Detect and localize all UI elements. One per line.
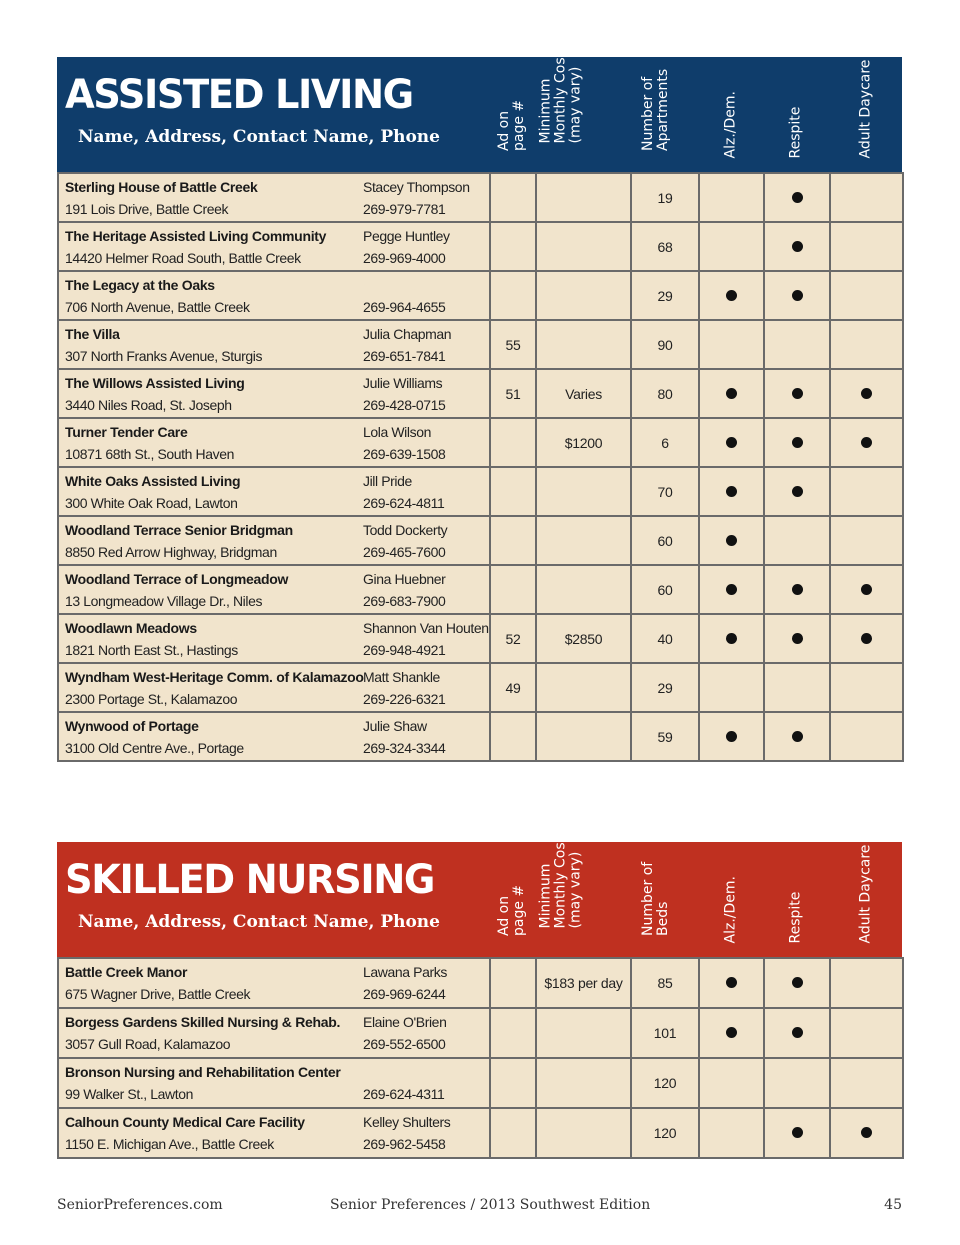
- alz-dem-cell: [699, 958, 764, 1008]
- contact-cell: [363, 663, 490, 712]
- footer-website: SeniorPreferences.com: [57, 1197, 223, 1213]
- table-row: [58, 1108, 903, 1158]
- min-cost-cell: [536, 516, 631, 565]
- adult-daycare-cell: [830, 320, 903, 369]
- adult-daycare-cell: [830, 369, 903, 418]
- contact-phone: 269-428-0715: [363, 396, 446, 413]
- facility-name: The Villa: [65, 325, 120, 342]
- checkmark-dot-icon: [861, 584, 872, 595]
- ad-page-cell: [490, 958, 536, 1008]
- checkmark-dot-icon: [792, 241, 803, 252]
- table-row: [58, 516, 903, 565]
- contact-phone: 269-226-6321: [363, 690, 446, 707]
- alz-dem-cell: [699, 173, 764, 222]
- min-cost-cell: [536, 712, 631, 761]
- contact-name: Pegge Huntley: [363, 227, 450, 244]
- section-subtitle: Name, Address, Contact Name, Phone: [78, 912, 440, 932]
- respite-cell: [764, 418, 830, 467]
- facility-address: 3057 Gull Road, Kalamazoo: [65, 1036, 231, 1052]
- min-cost-cell: [536, 222, 631, 271]
- table-row: [58, 712, 903, 761]
- facility-cell: [58, 565, 363, 614]
- checkmark-dot-icon: [726, 290, 737, 301]
- table-row: [58, 1058, 903, 1108]
- count-cell: 120: [631, 1108, 699, 1158]
- contact-phone: 269-964-4655: [363, 298, 446, 315]
- checkmark-dot-icon: [726, 633, 737, 644]
- checkmark-dot-icon: [726, 584, 737, 595]
- alz-dem-cell: [699, 271, 764, 320]
- facility-cell: [58, 1058, 363, 1108]
- alz-dem-cell: [699, 614, 764, 663]
- assisted-living-section: [57, 51, 902, 762]
- contact-cell: [363, 271, 490, 320]
- contact-name: Lola Wilson: [363, 423, 431, 440]
- column-header-beds: Number of Beds: [640, 861, 671, 936]
- contact-phone: 269-683-7900: [363, 592, 446, 609]
- alz-dem-cell: [699, 222, 764, 271]
- adult-daycare-cell: [830, 271, 903, 320]
- respite-cell: [764, 173, 830, 222]
- alz-dem-cell: [699, 1008, 764, 1058]
- column-header-respite: Respite: [787, 891, 804, 944]
- column-header-adult-daycare: Adult Daycare: [857, 844, 873, 944]
- respite-cell: [764, 712, 830, 761]
- checkmark-dot-icon: [861, 633, 872, 644]
- checkmark-dot-icon: [792, 633, 803, 644]
- contact-name: Julie Shaw: [363, 717, 427, 734]
- table-row: [58, 418, 903, 467]
- section-subtitle: Name, Address, Contact Name, Phone: [78, 127, 440, 147]
- contact-phone: 269-969-4000: [363, 249, 446, 266]
- facility-name: Bronson Nursing and Rehabilitation Center: [65, 1064, 341, 1080]
- facility-name: The Heritage Assisted Living Community: [65, 227, 327, 244]
- column-header-min-cost: Minimum Monthly Cost (may vary): [537, 836, 583, 929]
- contact-cell: [363, 516, 490, 565]
- contact-phone: 269-639-1508: [363, 445, 446, 462]
- contact-name: Jill Pride: [363, 472, 412, 489]
- contact-cell: [363, 1108, 490, 1158]
- checkmark-dot-icon: [861, 437, 872, 448]
- min-cost-cell: $2850: [536, 614, 631, 663]
- count-cell: 101: [631, 1008, 699, 1058]
- alz-dem-cell: [699, 320, 764, 369]
- contact-cell: [363, 1058, 490, 1108]
- alz-dem-cell: [699, 418, 764, 467]
- count-cell: 40: [631, 614, 699, 663]
- checkmark-dot-icon: [792, 584, 803, 595]
- table-row: [58, 320, 903, 369]
- checkmark-dot-icon: [726, 437, 737, 448]
- count-cell: 68: [631, 222, 699, 271]
- ad-page-cell: 49: [490, 663, 536, 712]
- facility-address: 3440 Niles Road, St. Joseph: [65, 396, 232, 413]
- section-title: SKILLED NURSING: [65, 857, 434, 903]
- facility-address: 13 Longmeadow Village Dr., Niles: [65, 592, 263, 609]
- checkmark-dot-icon: [792, 731, 803, 742]
- contact-phone: 269-552-6500: [363, 1036, 446, 1052]
- min-cost-cell: [536, 467, 631, 516]
- checkmark-dot-icon: [726, 388, 737, 399]
- ad-page-cell: [490, 1008, 536, 1058]
- facility-name: Borgess Gardens Skilled Nursing & Rehab.: [65, 1014, 341, 1030]
- contact-name: Kelley Shulters: [363, 1114, 451, 1130]
- min-cost-cell: [536, 271, 631, 320]
- footer-publication: Senior Preferences / 2013 Southwest Edition: [330, 1197, 651, 1213]
- count-cell: 59: [631, 712, 699, 761]
- ad-page-cell: [490, 1108, 536, 1158]
- contact-cell: [363, 222, 490, 271]
- count-cell: 6: [631, 418, 699, 467]
- count-cell: 19: [631, 173, 699, 222]
- assisted-living-table-body: [58, 173, 903, 761]
- assisted-living-table: [57, 172, 904, 762]
- facility-name: Wynwood of Portage: [65, 717, 199, 734]
- facility-cell: [58, 614, 363, 663]
- adult-daycare-cell: [830, 1058, 903, 1108]
- checkmark-dot-icon: [792, 486, 803, 497]
- contact-phone: 269-324-3344: [363, 739, 446, 756]
- facility-name: Calhoun County Medical Care Facility: [65, 1114, 305, 1130]
- column-header-alz-dem: Alz./Dem.: [722, 91, 738, 159]
- contact-cell: [363, 958, 490, 1008]
- contact-name: Julie Williams: [363, 374, 443, 391]
- ad-page-cell: [490, 271, 536, 320]
- facility-cell: [58, 222, 363, 271]
- min-cost-cell: [536, 1108, 631, 1158]
- facility-cell: [58, 369, 363, 418]
- adult-daycare-cell: [830, 1008, 903, 1058]
- ad-page-cell: 51: [490, 369, 536, 418]
- facility-cell: [58, 1008, 363, 1058]
- min-cost-cell: [536, 1058, 631, 1108]
- respite-cell: [764, 1108, 830, 1158]
- respite-cell: [764, 271, 830, 320]
- facility-name: The Willows Assisted Living: [65, 374, 245, 391]
- table-row: [58, 663, 903, 712]
- adult-daycare-cell: [830, 467, 903, 516]
- respite-cell: [764, 565, 830, 614]
- ad-page-cell: [490, 516, 536, 565]
- alz-dem-cell: [699, 565, 764, 614]
- facility-address: 706 North Avenue, Battle Creek: [65, 298, 250, 315]
- ad-page-cell: [490, 173, 536, 222]
- checkmark-dot-icon: [792, 192, 803, 203]
- respite-cell: [764, 222, 830, 271]
- contact-name: Shannon Van Houten: [363, 619, 489, 636]
- adult-daycare-cell: [830, 712, 903, 761]
- contact-name: [363, 274, 485, 296]
- checkmark-dot-icon: [792, 1027, 803, 1038]
- ad-page-cell: 52: [490, 614, 536, 663]
- contact-cell: [363, 418, 490, 467]
- min-cost-cell: Varies: [536, 369, 631, 418]
- respite-cell: [764, 1058, 830, 1108]
- adult-daycare-cell: [830, 222, 903, 271]
- count-cell: 85: [631, 958, 699, 1008]
- count-cell: 80: [631, 369, 699, 418]
- facility-name: Sterling House of Battle Creek: [65, 178, 258, 195]
- contact-cell: [363, 173, 490, 222]
- ad-page-cell: [490, 467, 536, 516]
- alz-dem-cell: [699, 1058, 764, 1108]
- contact-phone: 269-624-4811: [363, 494, 445, 511]
- facility-address: 10871 68th St., South Haven: [65, 445, 234, 462]
- alz-dem-cell: [699, 663, 764, 712]
- ad-page-cell: [490, 418, 536, 467]
- facility-address: 3100 Old Centre Ave., Portage: [65, 739, 244, 756]
- contact-name: Elaine O'Brien: [363, 1014, 447, 1030]
- checkmark-dot-icon: [792, 290, 803, 301]
- checkmark-dot-icon: [861, 1127, 872, 1138]
- column-header-alz-dem: Alz./Dem.: [722, 876, 738, 944]
- facility-name: Woodlawn Meadows: [65, 619, 197, 636]
- section-title: ASSISTED LIVING: [65, 72, 413, 118]
- count-cell: 29: [631, 271, 699, 320]
- skilled-nursing-header: [57, 836, 902, 957]
- facility-name: Battle Creek Manor: [65, 964, 188, 980]
- facility-name: Turner Tender Care: [65, 423, 188, 440]
- checkmark-dot-icon: [792, 977, 803, 988]
- count-cell: 29: [631, 663, 699, 712]
- column-header-ad-page: Ad on page #: [496, 99, 527, 151]
- ad-page-cell: [490, 712, 536, 761]
- facility-address: 8850 Red Arrow Highway, Bridgman: [65, 543, 277, 560]
- min-cost-cell: $1200: [536, 418, 631, 467]
- checkmark-dot-icon: [726, 535, 737, 546]
- facility-name: Woodland Terrace Senior Bridgman: [65, 521, 293, 538]
- facility-cell: [58, 271, 363, 320]
- facility-cell: [58, 958, 363, 1008]
- alz-dem-cell: [699, 516, 764, 565]
- facility-name: Woodland Terrace of Longmeadow: [65, 570, 289, 587]
- alz-dem-cell: [699, 369, 764, 418]
- table-row: [58, 565, 903, 614]
- facility-name: Wyndham West-Heritage Comm. of Kalamazoo: [65, 668, 364, 685]
- contact-phone: 269-465-7600: [363, 543, 446, 560]
- facility-cell: [58, 320, 363, 369]
- ad-page-cell: 55: [490, 320, 536, 369]
- adult-daycare-cell: [830, 565, 903, 614]
- table-row: [58, 369, 903, 418]
- count-cell: 90: [631, 320, 699, 369]
- checkmark-dot-icon: [726, 977, 737, 988]
- contact-cell: [363, 467, 490, 516]
- column-header-ad-page: Ad on page #: [496, 884, 527, 936]
- column-header-adult-daycare: Adult Daycare: [857, 59, 873, 159]
- skilled-nursing-table: [57, 957, 904, 1159]
- table-row: [58, 467, 903, 516]
- contact-name: Todd Dockerty: [363, 521, 448, 538]
- alz-dem-cell: [699, 467, 764, 516]
- ad-page-cell: [490, 222, 536, 271]
- facility-cell: [58, 1108, 363, 1158]
- facility-cell: [58, 516, 363, 565]
- min-cost-cell: [536, 565, 631, 614]
- facility-address: 1821 North East St., Hastings: [65, 641, 238, 658]
- facility-cell: [58, 467, 363, 516]
- count-cell: 60: [631, 565, 699, 614]
- contact-cell: [363, 1008, 490, 1058]
- min-cost-cell: [536, 320, 631, 369]
- contact-cell: [363, 320, 490, 369]
- column-header-min-cost: Minimum Monthly Cost (may vary): [537, 51, 583, 144]
- contact-cell: [363, 712, 490, 761]
- checkmark-dot-icon: [792, 388, 803, 399]
- table-row: [58, 173, 903, 222]
- alz-dem-cell: [699, 1108, 764, 1158]
- contact-name: Julia Chapman: [363, 325, 452, 342]
- adult-daycare-cell: [830, 516, 903, 565]
- facility-cell: [58, 173, 363, 222]
- contact-name: Stacey Thompson: [363, 178, 470, 195]
- respite-cell: [764, 467, 830, 516]
- min-cost-cell: [536, 1008, 631, 1058]
- table-row: [58, 1008, 903, 1058]
- checkmark-dot-icon: [726, 731, 737, 742]
- facility-address: 2300 Portage St., Kalamazoo: [65, 690, 238, 707]
- skilled-nursing-section: [57, 836, 902, 1159]
- checkmark-dot-icon: [792, 1127, 803, 1138]
- table-row: [58, 271, 903, 320]
- facility-name: White Oaks Assisted Living: [65, 472, 241, 489]
- ad-page-cell: [490, 565, 536, 614]
- ad-page-cell: [490, 1058, 536, 1108]
- facility-address: 1150 E. Michigan Ave., Battle Creek: [65, 1136, 274, 1152]
- facility-cell: [58, 712, 363, 761]
- min-cost-cell: [536, 663, 631, 712]
- respite-cell: [764, 614, 830, 663]
- table-row: [58, 614, 903, 663]
- column-header-apartments: Number of Apartments: [640, 68, 671, 151]
- facility-address: 300 White Oak Road, Lawton: [65, 494, 238, 511]
- contact-name: [363, 1061, 485, 1083]
- respite-cell: [764, 369, 830, 418]
- contact-cell: [363, 565, 490, 614]
- adult-daycare-cell: [830, 418, 903, 467]
- contact-name: Matt Shankle: [363, 668, 440, 685]
- respite-cell: [764, 1008, 830, 1058]
- alz-dem-cell: [699, 712, 764, 761]
- facility-address: 191 Lois Drive, Battle Creek: [65, 200, 229, 217]
- column-header-respite: Respite: [787, 106, 804, 159]
- table-row: [58, 222, 903, 271]
- respite-cell: [764, 958, 830, 1008]
- contact-phone: 269-948-4921: [363, 641, 446, 658]
- adult-daycare-cell: [830, 1108, 903, 1158]
- checkmark-dot-icon: [792, 437, 803, 448]
- contact-phone: 269-969-6244: [363, 986, 446, 1002]
- respite-cell: [764, 663, 830, 712]
- contact-phone: 269-979-7781: [363, 200, 446, 217]
- contact-phone: 269-651-7841: [363, 347, 446, 364]
- contact-phone: 269-624-4311: [363, 1086, 445, 1102]
- min-cost-cell: $183 per day: [536, 958, 631, 1008]
- facility-cell: [58, 418, 363, 467]
- min-cost-cell: [536, 173, 631, 222]
- adult-daycare-cell: [830, 958, 903, 1008]
- assisted-living-header: [57, 51, 902, 172]
- count-cell: 60: [631, 516, 699, 565]
- checkmark-dot-icon: [726, 486, 737, 497]
- checkmark-dot-icon: [861, 388, 872, 399]
- count-cell: 70: [631, 467, 699, 516]
- checkmark-dot-icon: [726, 1027, 737, 1038]
- contact-cell: [363, 369, 490, 418]
- contact-cell: [363, 614, 490, 663]
- facility-address: 14420 Helmer Road South, Battle Creek: [65, 249, 301, 266]
- adult-daycare-cell: [830, 663, 903, 712]
- facility-address: 675 Wagner Drive, Battle Creek: [65, 986, 251, 1002]
- contact-name: Gina Huebner: [363, 570, 446, 587]
- table-row: [58, 958, 903, 1008]
- count-cell: 120: [631, 1058, 699, 1108]
- facility-address: 307 North Franks Avenue, Sturgis: [65, 347, 263, 364]
- facility-name: The Legacy at the Oaks: [65, 276, 215, 293]
- adult-daycare-cell: [830, 173, 903, 222]
- respite-cell: [764, 320, 830, 369]
- contact-name: Lawana Parks: [363, 964, 447, 980]
- footer-page-number: 45: [884, 1197, 902, 1213]
- contact-phone: 269-962-5458: [363, 1136, 446, 1152]
- facility-cell: [58, 663, 363, 712]
- adult-daycare-cell: [830, 614, 903, 663]
- skilled-nursing-table-body: [58, 958, 903, 1158]
- respite-cell: [764, 516, 830, 565]
- facility-address: 99 Walker St., Lawton: [65, 1086, 194, 1102]
